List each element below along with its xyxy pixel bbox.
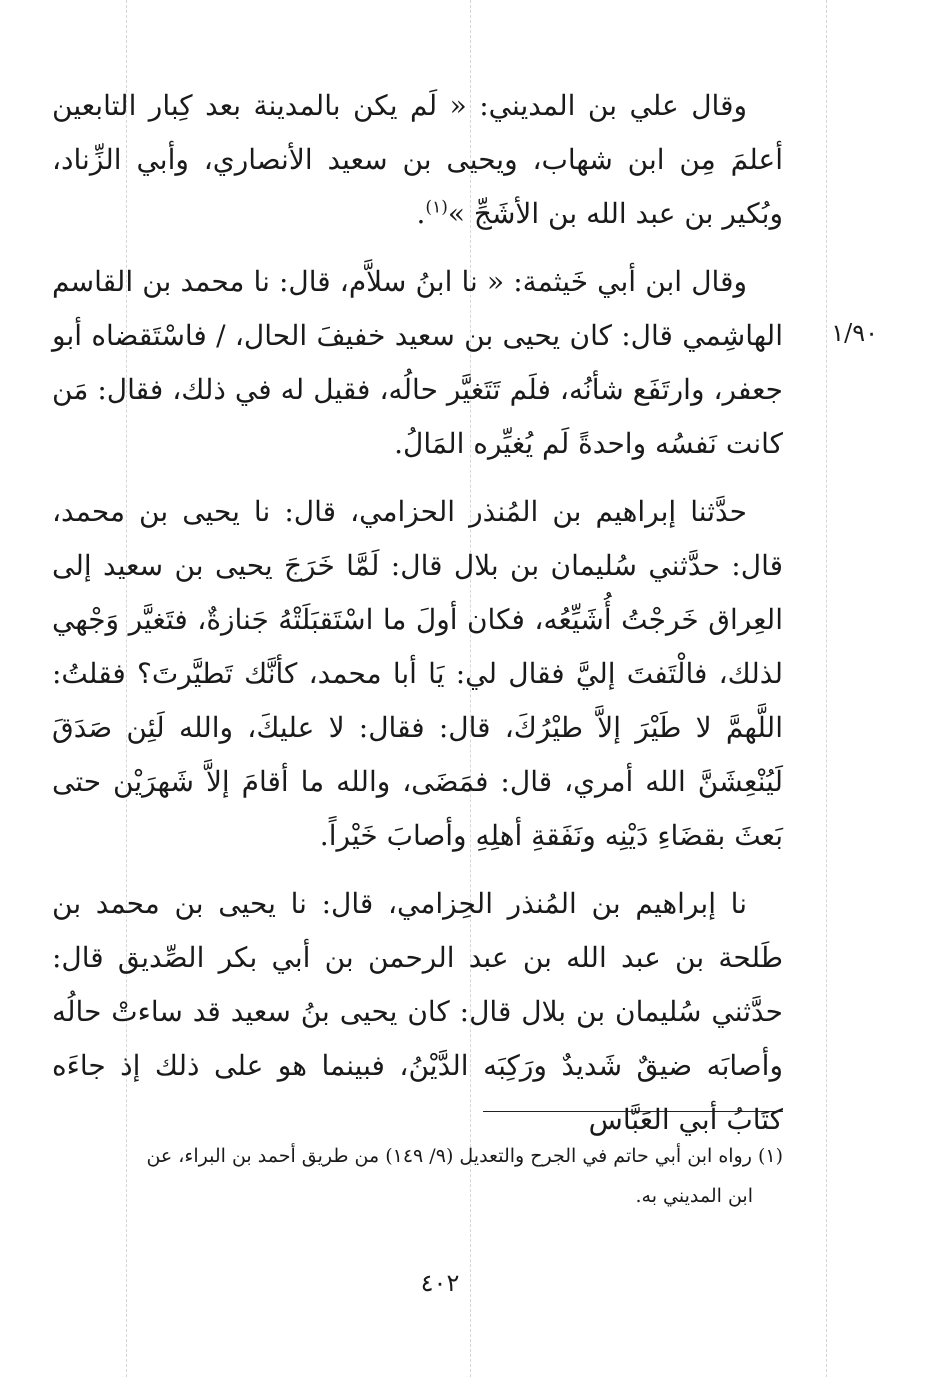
paragraph-text: وقال علي بن المديني: « لَم يكن بالمدينة بعد كِبار التابعين أعلمَ مِن ابن شهاب، ويحيى بن سعيد الأنصاري، وأبي الزِّناد، وبُكير بن عبد الله بن الأشَجِّ » bbox=[52, 89, 783, 230]
paragraph-tail: . bbox=[416, 197, 426, 230]
footnote-line: (١) رواه ابن أبي حاتم في الجرح والتعديل (٩/ ١٤٩) من طريق أحمد بن البراء، عن bbox=[146, 1145, 783, 1167]
footnote-line: ابن المديني به. bbox=[635, 1185, 753, 1207]
footnote-reference: (١) bbox=[425, 197, 448, 218]
footnote-separator bbox=[483, 1111, 783, 1112]
footnote bbox=[52, 1136, 783, 1216]
main-text bbox=[52, 79, 783, 1161]
page-number: ٤٠٢ bbox=[420, 1269, 460, 1297]
scan-guide-line bbox=[826, 0, 827, 1377]
paragraph-text: نا إبراهيم بن المُنذر الحِزامي، قال: نا يحيى بن محمد بن طَلحة بن عبد الله بن عبد الرحمن بن أبي بكر الصِّديق قال: حدَّثني سُليمان بن بلال قال: كان يحيى بنُ سعيد قد ساءتْ حالُه وأصابَه ضيقٌ شَديدٌ ورَكِبَه الدَّيْنُ، فبينما هو على ذلك إذ جاءَه كتَابُ أبي العَبَّاس bbox=[52, 887, 783, 1136]
paragraph-ibn-abi-khaythama bbox=[52, 255, 783, 471]
paragraph-text: حدَّثنا إبراهيم بن المُنذر الحزامي، قال: نا يحيى بن محمد، قال: حدَّثني سُليمان بن بلال قال: لَمَّا خَرَجَ يحيى بن سعيد إلى العِراق خَرجْتُ أُشَيِّعُه، فكان أولَ ما اسْتَقبَلَتْهُ جَنازةٌ، فتَغيَّر وَجْهي لذلك، فالْتَفتَ إليَّ فقال لي: يَا أبا محمد، كأنَّك تَطيَّرتَ؟ فقلتُ: اللَّهمَّ لا طَيْرَ إلاَّ طيْرُكَ، قال: فقال: لا عليكَ، والله لَئِن صَدَقَ لَيُنْعِشَنَّ الله أمري، قال: فمَضَى، والله ما أقامَ إلاَّ شَهرَيْن حتى بَعثَ بقضَاءِ دَيْنِه ونَفَقةِ أهلِهِ وأصابَ خَيْراً. bbox=[52, 495, 783, 852]
paragraph-sulayman-iraq bbox=[52, 485, 783, 863]
paragraph-text: وقال ابن أبي خَيثمة: « نا ابنُ سلاَّم، قال: نا محمد بن القاسم الهاشِمي قال: كان يحيى بن سعيد خفيفَ الحال، / فاسْتَقضاه أبو جعفر، وارتَفَع شأنُه، فلَم تَتَغيَّر حالُه، فقيل له في ذلك، فقال: مَن كانت نَفسُه واحدةً لَم يُغيِّره المَالُ. bbox=[52, 265, 783, 460]
margin-volume-page-ref: ١/٩٠ bbox=[831, 319, 878, 347]
paragraph-sulayman-debt bbox=[52, 877, 783, 1147]
paragraph-ibn-madini bbox=[52, 79, 783, 241]
